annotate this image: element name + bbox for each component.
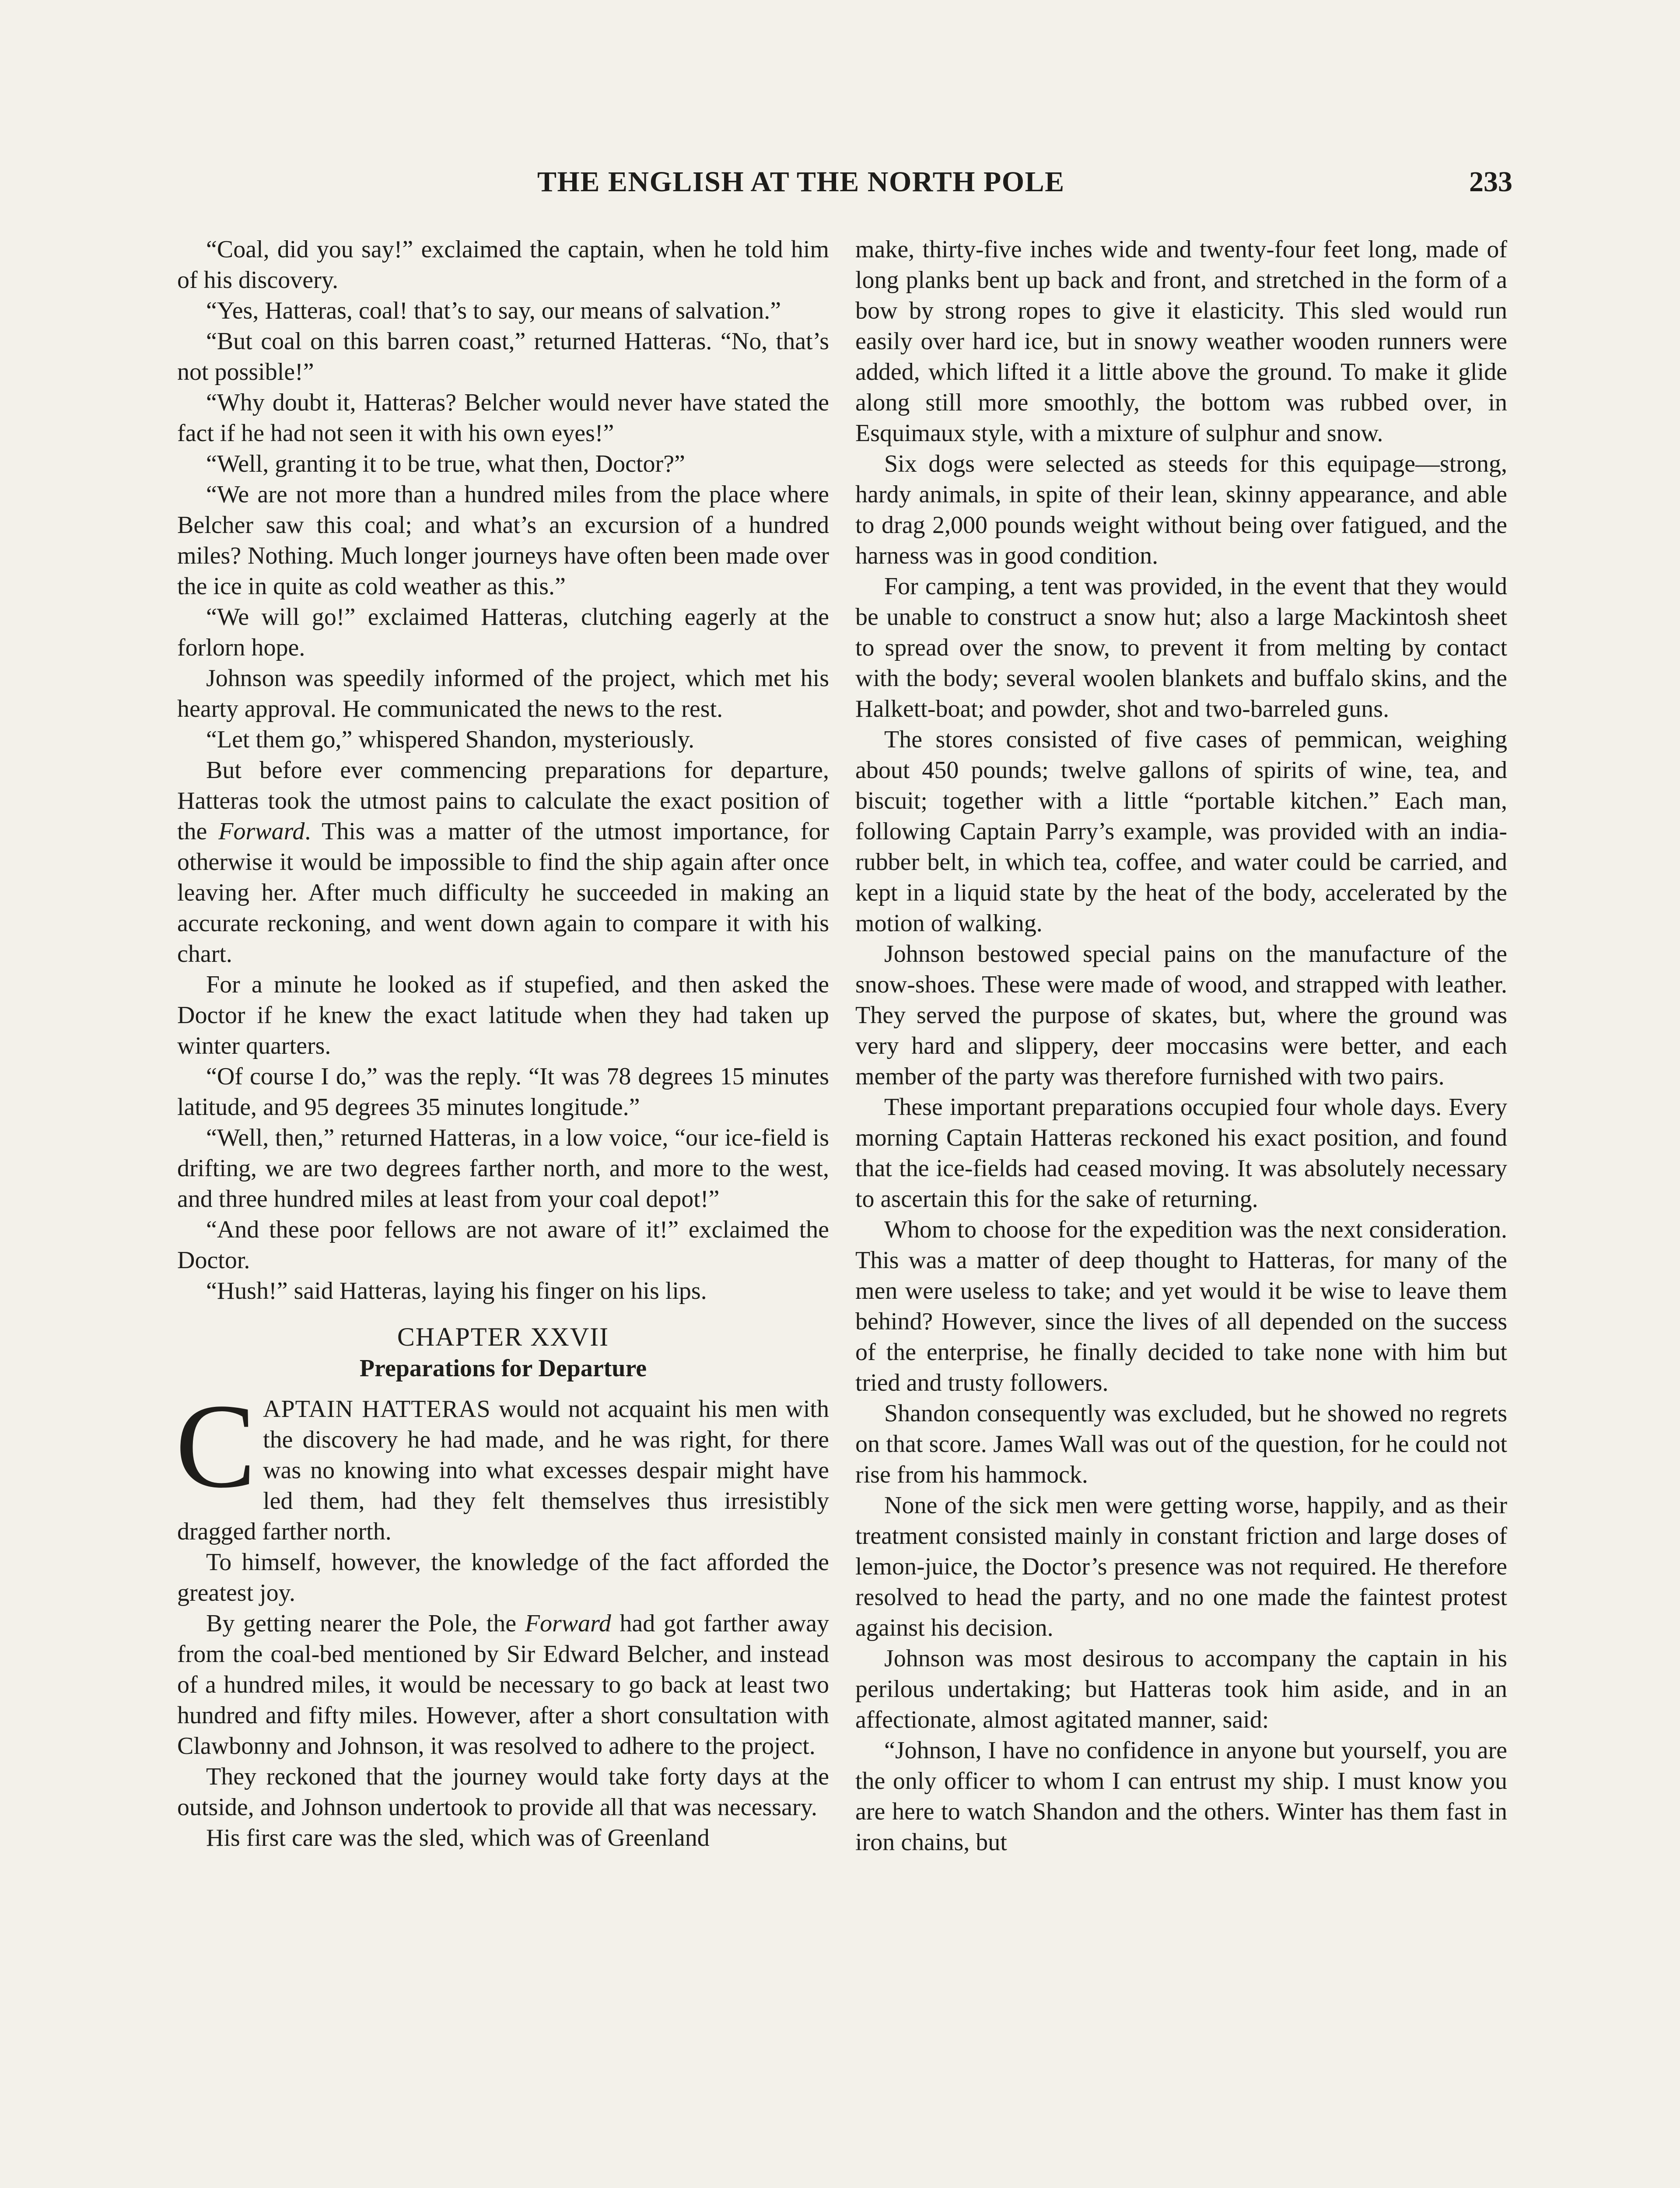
paragraph: The stores consisted of five cases of pemmican, weighing about 450 pounds; twelve gallons of spirits of wine, tea, and biscuit; together with a little “portable kitchen.” Each man, following Captain Parry’s example, was provided with an india-rubber belt, in which tea, coffee, and water could be carried, and kept in a liquid state by the heat of the body, accelerated by the motion of walking. [855,726,1507,937]
paragraph: None of the sick men were getting worse, happily, and as their treatment consisted mainly in constant friction and large doses of lemon-juice, the Doctor’s presence was not required. He therefore resolved to head the party, and no one made the faintest protest against his decision. [855,1492,1507,1641]
paragraph: To himself, however, the knowledge of the fact afforded the greatest joy. [177,1549,829,1606]
paragraph: “Well, then,” returned Hatteras, in a low voice, “our ice-field is drifting, we are two degrees farther north, and more to the west, and three hundred miles at least from your coal depot!” [177,1124,829,1213]
text-run: had got farther away from the coal-bed mentioned by Sir Edward Belcher, and instead of a hundred miles, it would be necessary to go back at least two hundred and fifty miles. However, after a short consultation with Clawbonny and Johnson, it was resolved to adhere to the project. [177,1610,829,1760]
ship-name: Forward [525,1610,611,1637]
ship-name: Forward [218,818,305,845]
text-run: But before ever commencing preparations for departure, Hatteras took the utmost pains to calculate the exact position of the [177,757,829,845]
paragraph: “Let them go,” whispered Shandon, mysteriously. [206,726,695,753]
paragraph: “And these poor fellows are not aware of it!” exclaimed the Doctor. [177,1216,829,1274]
continued-paragraph: make, thirty-five inches wide and twenty-four feet long, made of long planks bent up back and front, and stretched in the form of a bow by strong ropes to give it elasticity. This sled would run easily over hard ice, but in snowy weather wooden runners were added, which lifted it a little above the ground. To make it glide along still more smoothly, the bottom was rubbed over, in Esquimaux style, with a mixture of sulphur and snow. [855,236,1507,447]
chapter-title: Preparations for Departure [359,1355,647,1382]
paragraph: Shandon consequently was excluded, but he showed no regrets on that score. James Wall was out of the question, for he could not rise from his hammock. [855,1400,1507,1488]
opening-caps: APTAIN HATTERAS [263,1396,491,1423]
text-run: would not acquaint his men with the discovery he had made, and he was right, for there was no knowing into what excesses despair might have led them, had they felt themselves thus irresistibly dragged farther north. [177,1396,829,1545]
running-head [0,165,1680,205]
paragraph [177,1608,829,1761]
right-column [855,234,1507,1858]
paragraph: For a minute he looked as if stupefied, and then asked the Doctor if he knew the exact latitude when they had taken up winter quarters. [177,971,829,1059]
paragraph: These important preparations occupied four whole days. Every morning Captain Hatteras reckoned his exact position, and found that the ice-fields had ceased moving. It was absolutely necessary to ascertain this for the sake of returning. [855,1094,1507,1213]
paragraph: His first care was the sled, which was of Greenland [206,1824,710,1851]
paragraph: For camping, a tent was provided, in the event that they would be unable to construct a snow hut; also a large Mackintosh sheet to spread over the snow, to prevent it from melting by contact with the body; several woolen blankets and buffalo skins, and the Halkett-boat; and powder, shot and two-barreled guns. [855,573,1507,722]
paragraph: “Of course I do,” was the reply. “It was 78 degrees 15 minutes latitude, and 95 degrees 35 minutes longitude.” [177,1063,829,1121]
paragraph [177,755,829,969]
paragraph: They reckoned that the journey would take forty days at the outside, and Johnson undertook to provide all that was necessary. [177,1763,829,1821]
running-title: THE ENGLISH AT THE NORTH POLE [537,166,1065,198]
paragraph: “We will go!” exclaimed Hatteras, clutching eagerly at the forlorn hope. [177,603,829,661]
chapter-number: CHAPTER XXVII [397,1322,609,1351]
paragraph: “Johnson, I have no confidence in anyone but yourself, you are the only officer to whom I can entrust my ship. I must know you are here to watch Shandon and the others. Winter has them fast in iron chains, but [855,1737,1507,1856]
paragraph: “Yes, Hatteras, coal! that’s to say, our means of salvation.” [206,297,781,324]
paragraph: “Hush!” said Hatteras, laying his finger on his lips. [206,1277,707,1304]
paragraph: “Coal, did you say!” exclaimed the captain, when he told him of his discovery. [177,236,829,294]
drop-cap: C [175,1379,256,1513]
paragraph: “But coal on this barren coast,” returned Hatteras. “No, that’s not possible!” [177,328,829,386]
opening-paragraph [175,1379,829,1547]
page-number: 233 [1469,166,1512,198]
paragraph: Whom to choose for the expedition was the next consideration. This was a matter of deep thought to Hatteras, for many of the men were useless to take; and yet would it be wise to leave them behind? However, since the lives of all depended on the success of the enterprise, he finally decided to take none with him but tried and trusty followers. [855,1216,1507,1396]
text-run: . This was a matter of the utmost importance, for otherwise it would be impossible to find the ship again after once leaving her. After much difficulty he succeeded in making an accurate reckoning, and went down again to compare it with his chart. [177,818,829,968]
paragraph: Johnson was speedily informed of the project, which met his hearty approval. He communicated the news to the rest. [177,665,829,722]
paragraph: Johnson bestowed special pains on the manufacture of the snow-shoes. These were made of wood, and strapped with leather. They served the purpose of skates, but, where the ground was very hard and slippery, deer moccasins were better, and each member of the party was therefore furnished with two pairs. [855,940,1507,1090]
paragraph: Six dogs were selected as steeds for this equipage—strong, hardy animals, in spite of their lean, skinny appearance, and able to drag 2,000 pounds weight without being over fatigued, and the harness was in good condition. [855,450,1507,569]
text-run: By getting nearer the Pole, the [206,1610,525,1637]
left-column [177,234,829,1853]
paragraph: “Why doubt it, Hatteras? Belcher would never have stated the fact if he had not seen it with his own eyes!” [177,389,829,447]
paragraph: “We are not more than a hundred miles from the place where Belcher saw this coal; and what’s an excursion of a hundred miles? Nothing. Much longer journeys have often been made over the ice in quite as cold weather as this.” [177,481,829,600]
paragraph: Johnson was most desirous to accompany the captain in his perilous undertaking; but Hatteras took him aside, and in an affectionate, almost agitated manner, said: [855,1645,1507,1733]
paragraph: “Well, granting it to be true, what then, Doctor?” [206,450,685,477]
